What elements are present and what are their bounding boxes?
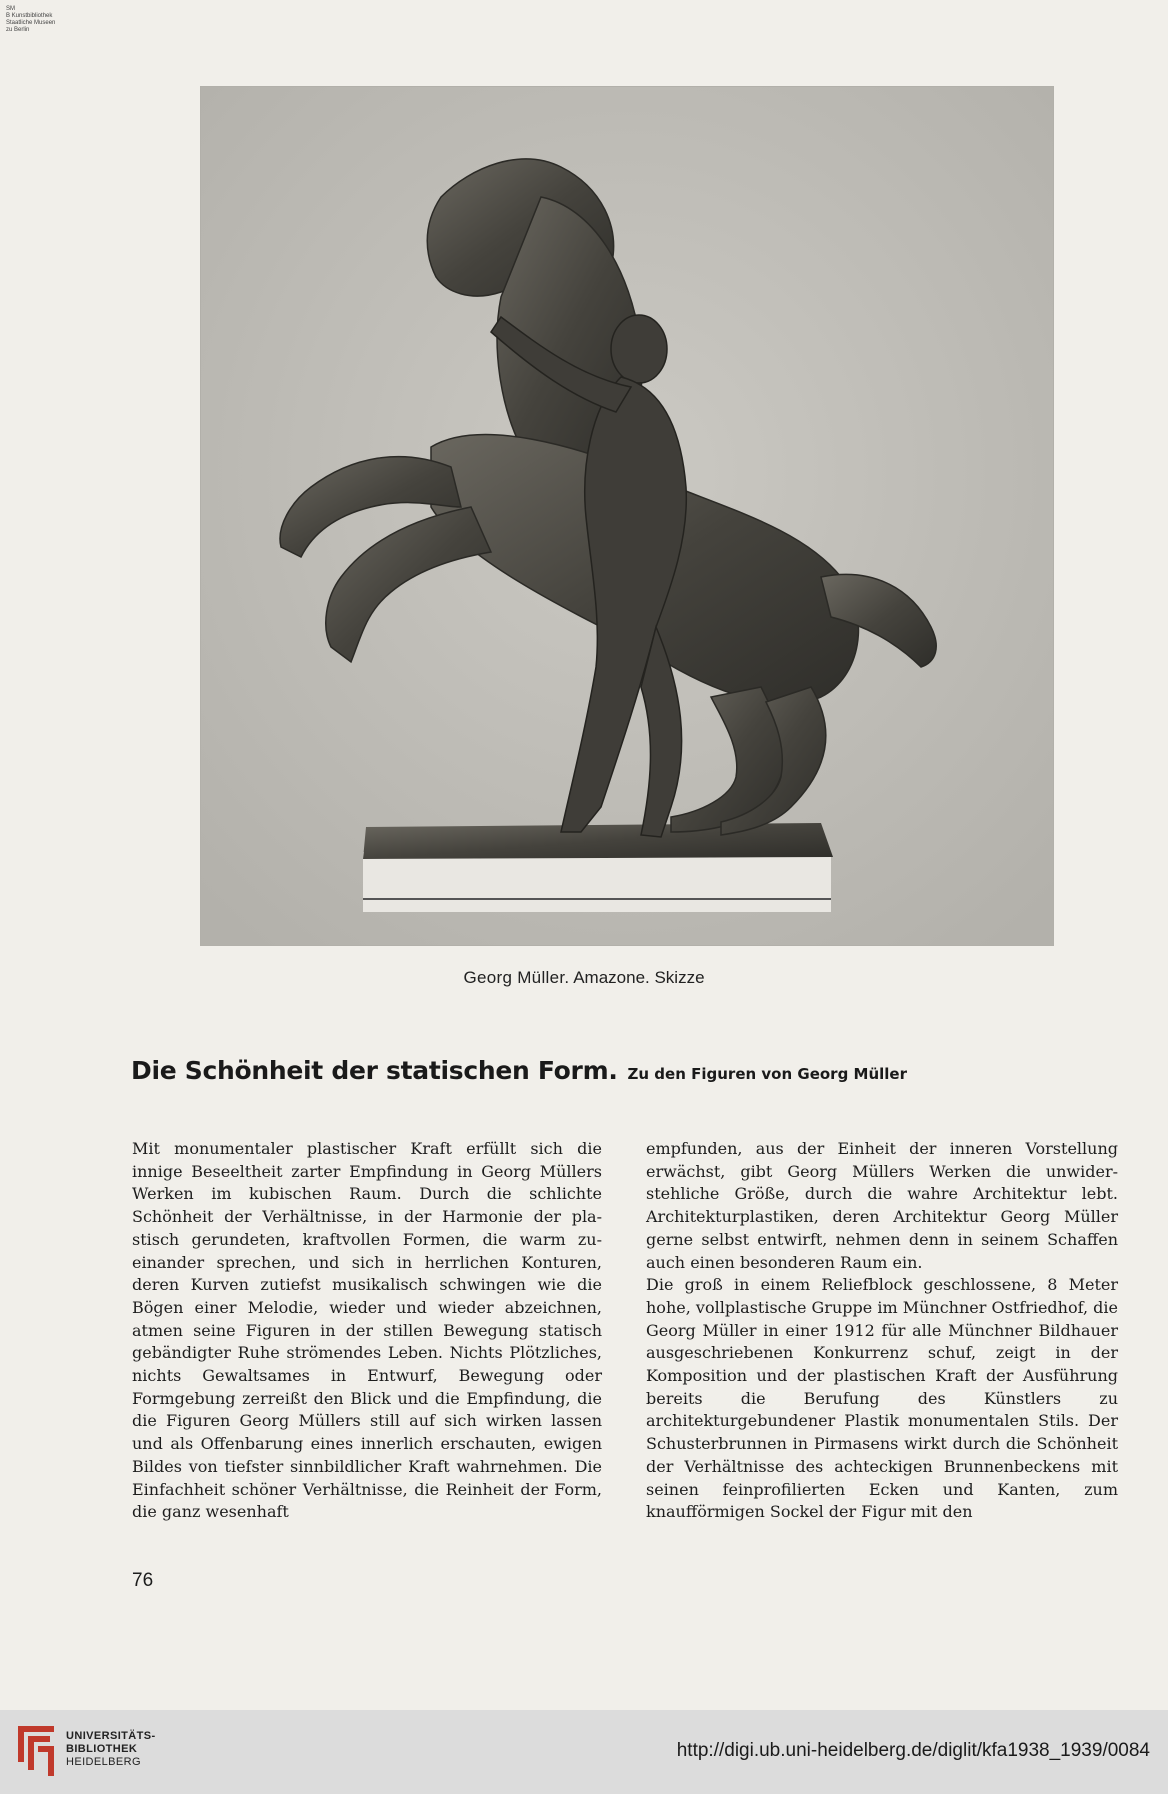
stamp-line: SM <box>6 6 15 12</box>
caption-title: Amazone. Skizze <box>573 968 705 987</box>
pedestal <box>363 852 831 912</box>
paragraph: Die groß in einem Reliefblock geschlossene, 8 Meter hohe, vollplastische Gruppe im Münchner Ostfriedhof, die Georg Müller in einer 1912 für alle Münchner Bildhauer ausgeschriebenen Konkurrenz schuf, zeigt in der Komposition und der plastischen Kraft der Ausführung bereits die Berufung des Künstlers zu architekturgebundener Plastik monumentalen Stils. Der Schusterbrunnen in Pirmasens wirkt durch die Schönheit der Verhältnisse des achteckigen Brunnenbeckens mit seinen feinprofilierten Ecken und Kanten, zum knaufförmigen Sockel der Figur mit den <box>646 1275 1118 1522</box>
sculpture-base <box>363 823 833 859</box>
stamp-line: zu Berlin <box>6 27 30 33</box>
stamp-line: Staatliche Museen <box>6 20 56 26</box>
text-column-left <box>132 1138 602 1524</box>
page-number: 76 <box>132 1570 154 1591</box>
university-library-logo-icon <box>14 1722 58 1780</box>
library-name-line: BIBLIOTHEK <box>66 1743 138 1755</box>
paragraph: Mit monumentaler plastischer Kraft erfüllt sich die innige Beseeltheit zarter Empfindung in Georg Müllers Werken im kubischen Raum. Durch die schlichte Schönheit der Verhältnisse, in der Harmonie der plastisch gerundeten, kraftvollen Formen, die warm zueinander sprechen, und sich in herrlichen Konturen, deren Kurven zutiefst musikalisch schwingen wie die Bögen einer Melodie, wieder und wieder abzeichnen, atmen seine Figuren in der stillen Bewegung statisch gebändigter Ruhe strömendes Leben. Nichts Plötzliches, nichts Gewaltsames in Entwurf, Bewegung oder Formgebung zerreißt den Blick und die Empfindung, die die Figuren Georg Müllers still auf sich wirken lassen und als Offenbarung eines innerlich erschauten, ewigen Bildes von tiefster sinnbildlicher Kraft wahrnehmen. Die Einfachheit schöner Verhältnisse, die Reinheit der Form, die ganz wesenhaft <box>132 1139 602 1522</box>
text-column-right <box>646 1138 1118 1524</box>
caption-artist: Georg Müller. <box>463 968 570 987</box>
footer-bar <box>0 1710 1168 1794</box>
sculpture-illustration <box>201 87 1053 945</box>
sculpture-photo <box>200 86 1054 946</box>
article-heading <box>131 1056 907 1085</box>
paragraph: empfunden, aus der Einheit der inneren Vorstellung erwächst, gibt Georg Müllers Werken die unwiderstehliche Größe, durch die wahre Architektur lebt. Architekturplastiken, deren Architektur Georg Müller gerne selbst entwirft, nehmen denn in seinem Schaffen auch einen besonderen Raum ein. <box>646 1139 1118 1272</box>
article-subtitle: Zu den Figuren von Georg Müller <box>627 1065 907 1083</box>
library-name-line: UNIVERSITÄTS- <box>66 1730 156 1742</box>
library-name-line: HEIDELBERG <box>66 1756 141 1768</box>
library-stamp <box>6 6 55 34</box>
source-url-link[interactable]: http://digi.ub.uni-heidelberg.de/diglit/kfa1938_1939/0084 <box>676 1740 1150 1761</box>
figure-caption <box>0 968 1168 988</box>
stamp-line: B Kunstbibliothek <box>6 13 53 19</box>
library-name <box>66 1730 156 1769</box>
article-title: Die Schönheit der statischen Form. <box>131 1056 618 1085</box>
